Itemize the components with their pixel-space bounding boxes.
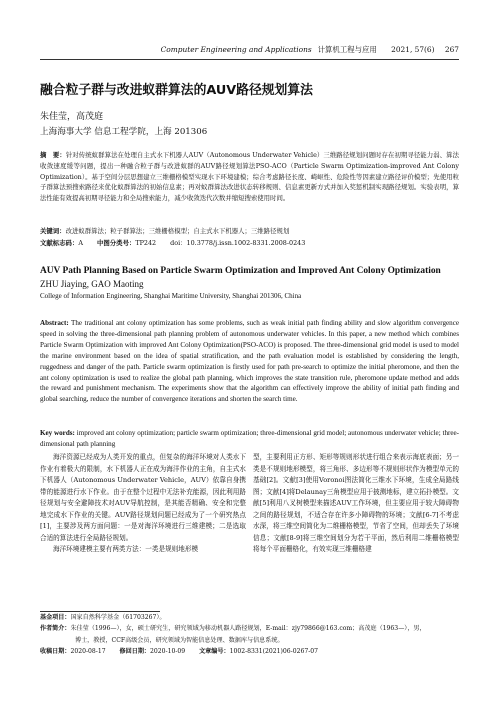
chinese-affiliation: 上海海事大学 信息工程学院，上海 201306: [40, 127, 208, 137]
received-label: 收稿日期：: [40, 648, 71, 656]
fund-text: 国家自然科学基金（61703267）。: [70, 614, 166, 621]
chinese-keywords-text: 改进蚁群算法；粒子群算法；三维栅格模型；自主式水下机器人；三维路径规划: [65, 227, 290, 235]
volume-issue: 2021, 57(6): [391, 45, 435, 54]
english-title: AUV Path Planning Based on Particle Swarm Optimization and Improved Ant Colony Optimization: [40, 266, 441, 276]
received-date: 2020-08-17: [70, 648, 106, 656]
chinese-abstract-text: 针对传统蚁群算法在处理自主式水下机器人AUV（Autonomous Underwater Vehicle）三维路径规划问题时存在初期寻径能力弱、算法收敛速度缓等问题，提出一种融合粒子群与改进蚁群的AUV路径规划算法PSO-ACO（Particle Swarm Optimization-improved Ant Colony Optimization）。基于空间分层思想建立三维栅格模型实现水下环境建模；综合考虑路径长度、崎岖性、危险性等因素建立路径评价模型；先使用粒子群算法预搜索路径来优化蚁群算法的初始信息素；再对蚁群算法改进状态转移规则、信息素更新方式并加入奖惩机制实现路径规划。实验表明，算法性能有效提高初期寻径能力和全局搜索能力，减少收敛迭代次数并缩短搜索使用时间。: [40, 151, 459, 203]
doc-code: A: [78, 239, 83, 247]
fund-label: 基金项目：: [40, 614, 71, 621]
class-no-label: 中图分类号：: [97, 239, 136, 247]
bio-text: 朱佳莹（1996—），女，硕士研究生，研究领域为移动机器人路径规划，E-mail：zjy79866@163.com；高茂庭（1963—），男，: [70, 625, 426, 633]
journal-name-cn: 计算机工程与应用: [317, 45, 377, 54]
english-affiliation: College of Information Engineering, Shanghai Maritime University, Shanghai 201306, China: [40, 292, 302, 300]
header-rule: [40, 59, 459, 60]
bio-line-2: 博士，教授，CCF高级会员，研究领域为智能信息处理、数据库与信息系统。: [75, 636, 284, 644]
article-no: 1002-8331(2021)06-0267-07: [229, 648, 319, 656]
doi: 10.3778/j.issn.1002-8331.2008-0243: [186, 239, 306, 247]
chinese-keywords: [40, 226, 459, 236]
english-keywords-label: Key words:: [40, 429, 75, 437]
classification-line: [40, 238, 459, 248]
body-paragraph: 海洋资源已经成为人类开发的重点，但复杂的海洋环境对人类水下作业有着极大的限制，水下机器人正在成为海洋作业的主角，自主式水下机器人（Autonomous Underwater Vehicle，AUV）依靠自身携带的能源进行水下作业。由于在整个过程中无法补充能源，因此利用路径规划与安全避障技术对AUV导航控制，是其能否精确、安全和完整地完成水下作业的关键。AUV路径规划问题已经成为了一个研究热点[1]，主要涉及两方面问题：一是对海洋环境进行三维建模；二是选取合适的算法进行全局路径规划。: [40, 453, 246, 542]
bio-line: [40, 623, 459, 634]
revised-label: 修回日期：: [119, 648, 151, 656]
body-paragraph: 型，主要利用正方形、矩形等规则形状进行组合来表示海底表面；另一类是不规则地形模型，将三角形、多边形等不规则形状作为模型单元的基础[2]。文献[3]使用Voronoi图法简化三维水下环境，生成全局路线图；文献[4]将Delaunay三角模型应用于披测地标，建立拓扑模型。文献[5]利用八叉树模型来描述AUV工作环境，但主要应用于较大障碍物之间的路径规划，不适合存在许多小障碍物的环境；文献[6-7]不考虑水深，将三维空间简化为二维栅格模型，节省了空间，但却丢失了环境信息；文献[8-9]将三维空间划分为若干平面，然后利用二维栅格模型将每个平面栅格化，有效实现三维栅格建: [253, 453, 459, 553]
body-column-right: [253, 452, 459, 556]
chinese-keywords-label: 关键词：: [40, 227, 66, 235]
english-authors: ZHU Jiaying, GAO Maoting: [40, 279, 144, 289]
english-abstract-label: Abstract:: [40, 319, 69, 327]
bio-label: 作者简介：: [40, 625, 71, 633]
doi-label: doi：: [170, 239, 187, 247]
fund-line: [40, 612, 459, 623]
body-paragraph: 海洋环境建模主要有两类方法：一类是规则地形模: [53, 545, 199, 553]
footnote: [40, 612, 459, 658]
dates-line: [40, 646, 459, 657]
english-keywords: [40, 428, 459, 450]
article-no-label: 文章编号：: [199, 648, 230, 656]
english-keywords-text: improved ant colony optimization; particle swarm optimization; three-dimensional grid model; autonomous underwater vehicle; three-dimensional path planning: [40, 429, 460, 448]
body-column-left: [40, 452, 246, 556]
chinese-abstract: [40, 150, 459, 204]
page-number: 267: [444, 45, 459, 54]
running-head: [40, 44, 459, 58]
english-abstract: [40, 318, 459, 405]
chinese-title: 融合粒子群与改进蚁群算法的AUV路径规划算法: [40, 83, 313, 98]
chinese-authors: 朱佳莹，高茂庭: [40, 112, 104, 122]
english-abstract-text: The traditional ant colony optimization has some problems, such as weak initial path finding ability and slow algorithm convergence speed in solving the three-dimensional path planning problem of autonomous underwater vehicles. In this paper, a new method which combines Particle Swarm Optimization with improved Ant Colony Optimization(PSO-ACO) is proposed. The three-dimensional grid model is used to model the marine environment based on the idea of spatial stratification, and the path evaluation model is established by considering the length, ruggedness and danger of the path. Particle swarm optimization is firstly used for path pre-search to optimize the initial pheromone, and then the ant colony optimization is used to realize the global path planning, which improves the state transition rule, pheromone update method and adds the reward and punishment mechanism. The experiments show that the algorithm can effectively improve the ability of initial path finding and global searching, reduce the number of convergence iterations and shorten the search time.: [40, 319, 460, 404]
doc-code-label: 文献标志码：: [40, 239, 79, 247]
revised-date: 2020-10-09: [150, 648, 186, 656]
chinese-abstract-label: 摘 要：: [40, 151, 66, 159]
journal-name: Computer Engineering and Applications: [160, 45, 312, 54]
class-no: TP242: [135, 239, 157, 247]
